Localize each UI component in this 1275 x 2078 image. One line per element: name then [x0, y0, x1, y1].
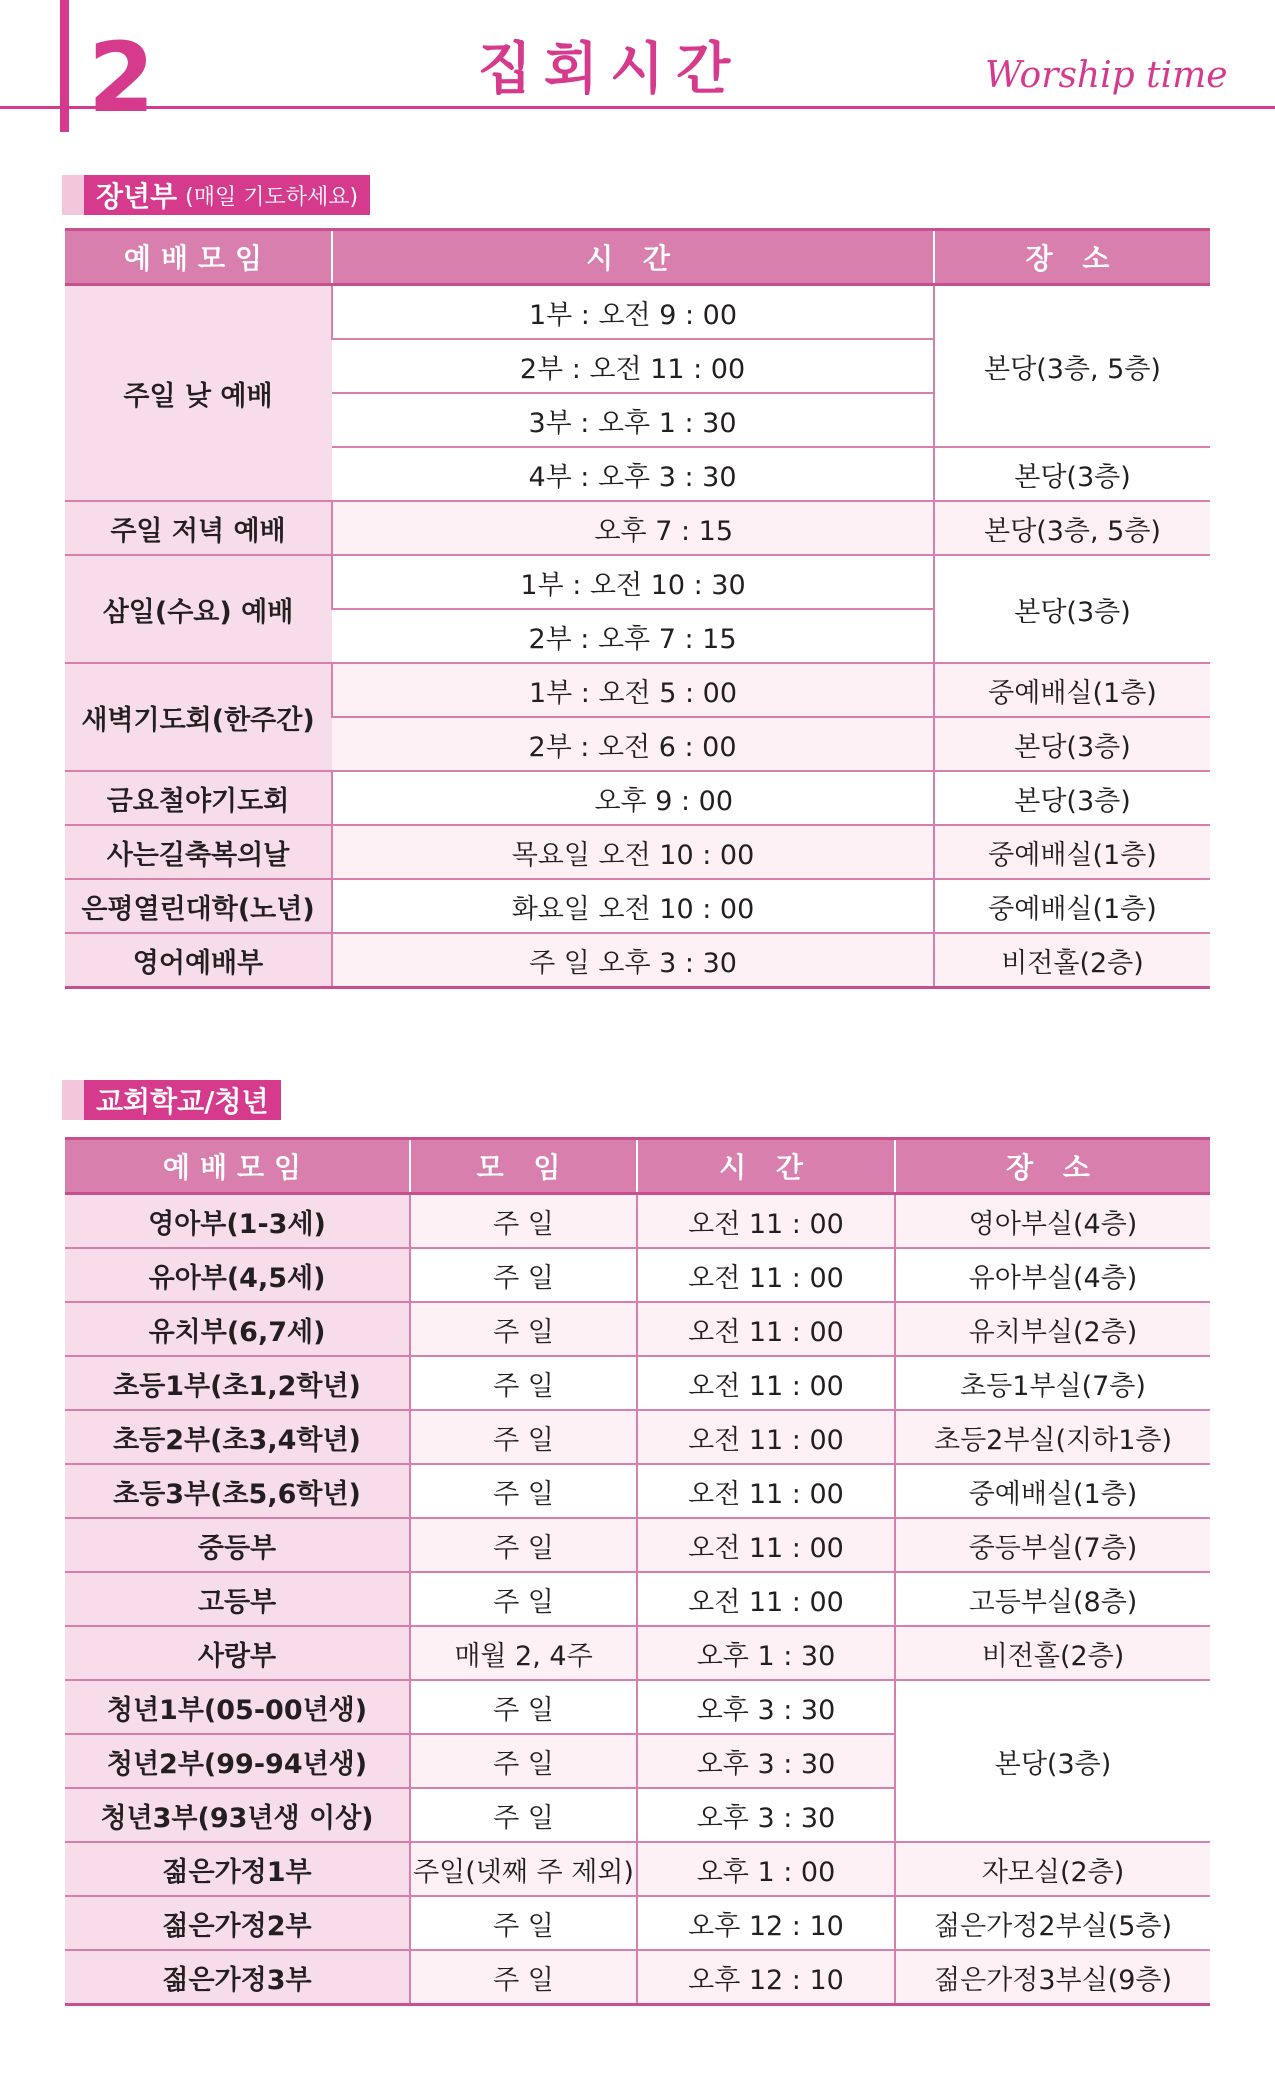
table-row — [65, 1842, 1210, 1896]
column-header: 모 임 — [410, 1139, 637, 1194]
section-title: 교회학교/청년 — [96, 1085, 269, 1118]
meeting-place: 본당(3층, 5층) — [934, 285, 1210, 448]
table-row — [65, 1356, 1210, 1410]
meeting-day: 주 일 — [410, 1410, 637, 1464]
meeting-place: 중예배실(1층) — [895, 1464, 1210, 1518]
meeting-time: 오전 11 : 00 — [637, 1194, 895, 1249]
meeting-time: 오후 7 : 15 — [332, 501, 934, 555]
meeting-time: 주 일 오후 3 : 30 — [332, 933, 934, 988]
meeting-time: 오후 3 : 30 — [637, 1680, 895, 1734]
meeting-name: 젊은가정3부 — [65, 1950, 410, 2005]
meeting-name: 청년3부(93년생 이상) — [65, 1788, 410, 1842]
meeting-time: 오전 11 : 00 — [637, 1356, 895, 1410]
meeting-time: 오후 9 : 00 — [332, 771, 934, 825]
meeting-time: 목요일 오전 10 : 00 — [332, 825, 934, 879]
table-row — [65, 285, 1210, 340]
page-title: 집회시간 — [477, 37, 743, 102]
meeting-name: 새벽기도회(한주간) — [65, 663, 332, 771]
table-row — [65, 825, 1210, 879]
page-number: 2 — [88, 22, 155, 134]
meeting-time: 2부 : 오전 6 : 00 — [332, 717, 934, 771]
column-header: 시 간 — [332, 230, 934, 285]
meeting-place: 자모실(2층) — [895, 1842, 1210, 1896]
meeting-name: 청년1부(05-00년생) — [65, 1680, 410, 1734]
meeting-place: 젊은가정2부실(5층) — [895, 1896, 1210, 1950]
meeting-place: 중등부실(7층) — [895, 1518, 1210, 1572]
meeting-place: 본당(3층) — [934, 447, 1210, 501]
table-row — [65, 879, 1210, 933]
meeting-place: 본당(3층, 5층) — [934, 501, 1210, 555]
meeting-time: 오후 3 : 30 — [637, 1734, 895, 1788]
section-title: 장년부 — [96, 180, 178, 213]
meeting-day: 주일(넷째 주 제외) — [410, 1842, 637, 1896]
table-row — [65, 771, 1210, 825]
section-title-box — [84, 175, 370, 215]
page-subtitle: Worship time — [985, 55, 1228, 96]
meeting-name: 고등부 — [65, 1572, 410, 1626]
table-row — [65, 663, 1210, 717]
meeting-day: 주 일 — [410, 1356, 637, 1410]
meeting-day: 주 일 — [410, 1464, 637, 1518]
column-header: 예배모임 — [65, 230, 332, 285]
meeting-day: 주 일 — [410, 1518, 637, 1572]
column-header: 시 간 — [637, 1139, 895, 1194]
column-header: 장 소 — [895, 1139, 1210, 1194]
table-row — [65, 1680, 1210, 1734]
meeting-time: 4부 : 오후 3 : 30 — [332, 447, 934, 501]
section-title-box — [84, 1080, 281, 1120]
meeting-day: 주 일 — [410, 1896, 637, 1950]
meeting-time: 오전 11 : 00 — [637, 1518, 895, 1572]
meeting-time: 오후 3 : 30 — [637, 1788, 895, 1842]
section-note: (매일 기도하세요) — [185, 184, 359, 210]
section-tick — [62, 1080, 84, 1120]
meeting-name: 초등2부(초3,4학년) — [65, 1410, 410, 1464]
meeting-place: 본당(3층) — [934, 717, 1210, 771]
meeting-day: 매월 2, 4주 — [410, 1626, 637, 1680]
header-divider — [0, 106, 1275, 109]
meeting-time: 2부 : 오후 7 : 15 — [332, 609, 934, 663]
table-header-row — [65, 1139, 1210, 1194]
meeting-place: 비전홀(2층) — [895, 1626, 1210, 1680]
meeting-name: 삼일(수요) 예배 — [65, 555, 332, 663]
table-row — [65, 1464, 1210, 1518]
section-school-label — [62, 1080, 281, 1120]
meeting-place: 초등1부실(7층) — [895, 1356, 1210, 1410]
meeting-time: 1부 : 오전 9 : 00 — [332, 285, 934, 340]
meeting-place: 고등부실(8층) — [895, 1572, 1210, 1626]
meeting-place: 유아부실(4층) — [895, 1248, 1210, 1302]
meeting-place: 본당(3층) — [895, 1680, 1210, 1842]
meeting-place: 본당(3층) — [934, 771, 1210, 825]
meeting-time: 3부 : 오후 1 : 30 — [332, 393, 934, 447]
meeting-day: 주 일 — [410, 1302, 637, 1356]
meeting-day: 주 일 — [410, 1248, 637, 1302]
meeting-time: 오후 12 : 10 — [637, 1950, 895, 2005]
table-row — [65, 1194, 1210, 1249]
school-youth-table — [65, 1137, 1210, 2006]
meeting-place: 초등2부실(지하1층) — [895, 1410, 1210, 1464]
meeting-name: 사랑부 — [65, 1626, 410, 1680]
table-row — [65, 933, 1210, 988]
table-row — [65, 555, 1210, 609]
meeting-time: 1부 : 오전 10 : 30 — [332, 555, 934, 609]
meeting-day: 주 일 — [410, 1734, 637, 1788]
meeting-name: 중등부 — [65, 1518, 410, 1572]
table-row — [65, 1410, 1210, 1464]
meeting-place: 중예배실(1층) — [934, 879, 1210, 933]
meeting-day: 주 일 — [410, 1572, 637, 1626]
meeting-name: 금요철야기도회 — [65, 771, 332, 825]
meeting-time: 1부 : 오전 5 : 00 — [332, 663, 934, 717]
meeting-name: 영아부(1-3세) — [65, 1194, 410, 1249]
meeting-name: 젊은가정1부 — [65, 1842, 410, 1896]
meeting-name: 유아부(4,5세) — [65, 1248, 410, 1302]
meeting-day: 주 일 — [410, 1950, 637, 2005]
meeting-name: 주일 저녁 예배 — [65, 501, 332, 555]
table-row — [65, 1626, 1210, 1680]
meeting-name: 초등3부(초5,6학년) — [65, 1464, 410, 1518]
meeting-time: 오전 11 : 00 — [637, 1302, 895, 1356]
meeting-place: 중예배실(1층) — [934, 663, 1210, 717]
meeting-name: 초등1부(초1,2학년) — [65, 1356, 410, 1410]
table-row — [65, 1302, 1210, 1356]
section-adult-label — [62, 175, 370, 215]
meeting-name: 주일 낮 예배 — [65, 285, 332, 502]
header-accent-bar — [60, 0, 69, 132]
meeting-day: 주 일 — [410, 1680, 637, 1734]
meeting-place: 젊은가정3부실(9층) — [895, 1950, 1210, 2005]
meeting-name: 사는길축복의날 — [65, 825, 332, 879]
meeting-place: 본당(3층) — [934, 555, 1210, 663]
table-header-row — [65, 230, 1210, 285]
meeting-time: 오후 1 : 00 — [637, 1842, 895, 1896]
meeting-time: 오전 11 : 00 — [637, 1248, 895, 1302]
table-row — [65, 501, 1210, 555]
table-row — [65, 1950, 1210, 2005]
meeting-time: 화요일 오전 10 : 00 — [332, 879, 934, 933]
meeting-time: 2부 : 오전 11 : 00 — [332, 339, 934, 393]
meeting-day: 주 일 — [410, 1194, 637, 1249]
table-row — [65, 1896, 1210, 1950]
table-row — [65, 1572, 1210, 1626]
meeting-name: 젊은가정2부 — [65, 1896, 410, 1950]
meeting-place: 비전홀(2층) — [934, 933, 1210, 988]
section-tick — [62, 175, 84, 215]
meeting-place: 중예배실(1층) — [934, 825, 1210, 879]
meeting-time: 오후 12 : 10 — [637, 1896, 895, 1950]
table-row — [65, 1518, 1210, 1572]
meeting-day: 주 일 — [410, 1788, 637, 1842]
meeting-time: 오전 11 : 00 — [637, 1464, 895, 1518]
meeting-name: 영어예배부 — [65, 933, 332, 988]
meeting-time: 오전 11 : 00 — [637, 1410, 895, 1464]
meeting-time: 오후 1 : 30 — [637, 1626, 895, 1680]
adult-worship-table — [65, 228, 1210, 989]
meeting-name: 은평열린대학(노년) — [65, 879, 332, 933]
meeting-time: 오전 11 : 00 — [637, 1572, 895, 1626]
meeting-name: 유치부(6,7세) — [65, 1302, 410, 1356]
column-header: 예배모임 — [65, 1139, 410, 1194]
table-row — [65, 1248, 1210, 1302]
meeting-place: 영아부실(4층) — [895, 1194, 1210, 1249]
meeting-name: 청년2부(99-94년생) — [65, 1734, 410, 1788]
meeting-place: 유치부실(2층) — [895, 1302, 1210, 1356]
column-header: 장 소 — [934, 230, 1210, 285]
